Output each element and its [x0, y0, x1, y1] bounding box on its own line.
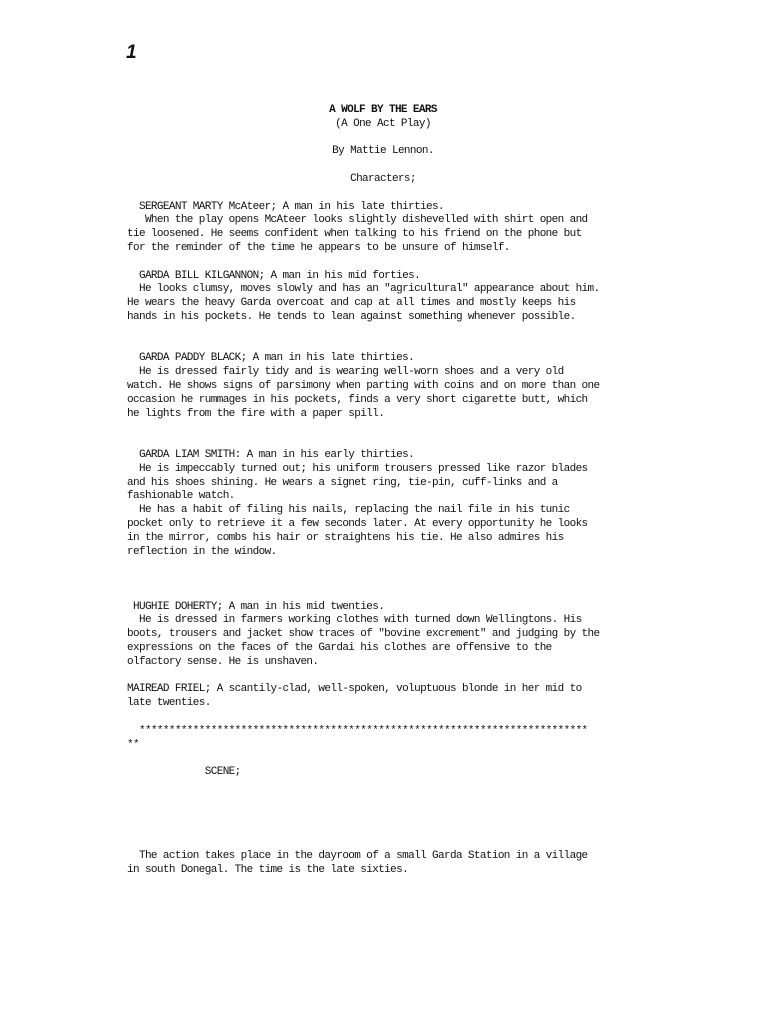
character-description-line: When the play opens McAteer looks slightly dishevelled with shirt open and [127, 214, 588, 227]
character-description-line: occasion he rummages in his pockets, finds a very short cigarette butt, which [127, 393, 588, 406]
character-description-line: hands in his pockets. He tends to lean against something whenever possible. [127, 310, 576, 323]
character-description-line: olfactory sense. He is unshaven. [127, 655, 319, 668]
character-description-line: pocket only to retrieve it a few seconds later. At every opportunity he looks [127, 517, 588, 530]
character-block-doherty [127, 601, 639, 670]
character-heading: SERGEANT MARTY McAteer; A man in his late thirties. [127, 200, 444, 213]
character-description-line: he lights from the fire with a paper spill. [127, 407, 385, 420]
character-description-line: He looks clumsy, moves slowly and has an "agricultural" appearance about him. [127, 283, 600, 296]
character-description-line: boots, trousers and jacket show traces of "bovine excrement" and judging by the [127, 628, 600, 641]
asterisk-separator: *************************************************************************** [127, 724, 588, 737]
character-description-line: He has a habit of filing his nails, replacing the nail file in his tunic [127, 504, 570, 517]
character-description-line: watch. He shows signs of parsimony when parting with coins and on more than one [127, 379, 600, 392]
character-description-line: in the mirror, combs his hair or straightens his tie. He also admires his [127, 531, 564, 544]
character-heading: MAIREAD FRIEL; A scantily-clad, well-spoken, voluptuous blonde in her mid to [127, 683, 582, 696]
play-title: A WOLF BY THE EARS [329, 104, 437, 116]
document-body [127, 104, 639, 878]
character-description-line: He is impeccably turned out; his uniform trousers pressed like razor blades [127, 462, 588, 475]
asterisk-separator-wrap: ** [127, 738, 139, 751]
character-description-line: tie loosened. He seems confident when talking to his friend on the phone but [127, 228, 582, 241]
character-description-line: fashionable watch. [127, 490, 235, 503]
character-heading: GARDA PADDY BLACK; A man in his late thirties. [127, 352, 415, 365]
character-block-smith [127, 449, 639, 559]
character-description-line: He wears the heavy Garda overcoat and cap at all times and mostly keeps his [127, 297, 576, 310]
character-description-line: reflection in the window. [127, 545, 277, 558]
character-description-line: late twenties. [127, 697, 211, 710]
scene-label: SCENE; [127, 766, 241, 779]
character-description-line: and his shoes shining. He wears a signet ring, tie-pin, cuff-links and a [127, 476, 558, 489]
play-byline: By Mattie Lennon. [332, 145, 434, 158]
characters-heading: Characters; [350, 172, 416, 185]
character-block-mcateer [127, 201, 639, 256]
scene-description-line: The action takes place in the dayroom of a small Garda Station in a village [127, 850, 588, 863]
character-heading: HUGHIE DOHERTY; A man in his mid twenties. [127, 600, 385, 613]
page-number: 1 [126, 42, 137, 63]
character-block-friel [127, 683, 639, 711]
character-heading: GARDA BILL KILGANNON; A man in his mid forties. [127, 269, 421, 282]
character-description-line: expressions on the faces of the Gardai his clothes are offensive to the [127, 642, 552, 655]
scene-description-line: in south Donegal. The time is the late sixties. [127, 863, 409, 876]
character-block-black [127, 352, 639, 421]
character-heading: GARDA LIAM SMITH: A man in his early thirties. [127, 448, 415, 461]
character-description-line: for the reminder of the time he appears to be unsure of himself. [127, 241, 510, 254]
character-block-kilgannon [127, 270, 639, 325]
play-subtitle: (A One Act Play) [335, 117, 431, 130]
character-description-line: He is dressed fairly tidy and is wearing well-worn shoes and a very old [127, 366, 564, 379]
character-description-line: He is dressed in farmers working clothes with turned down Wellingtons. His [127, 614, 582, 627]
